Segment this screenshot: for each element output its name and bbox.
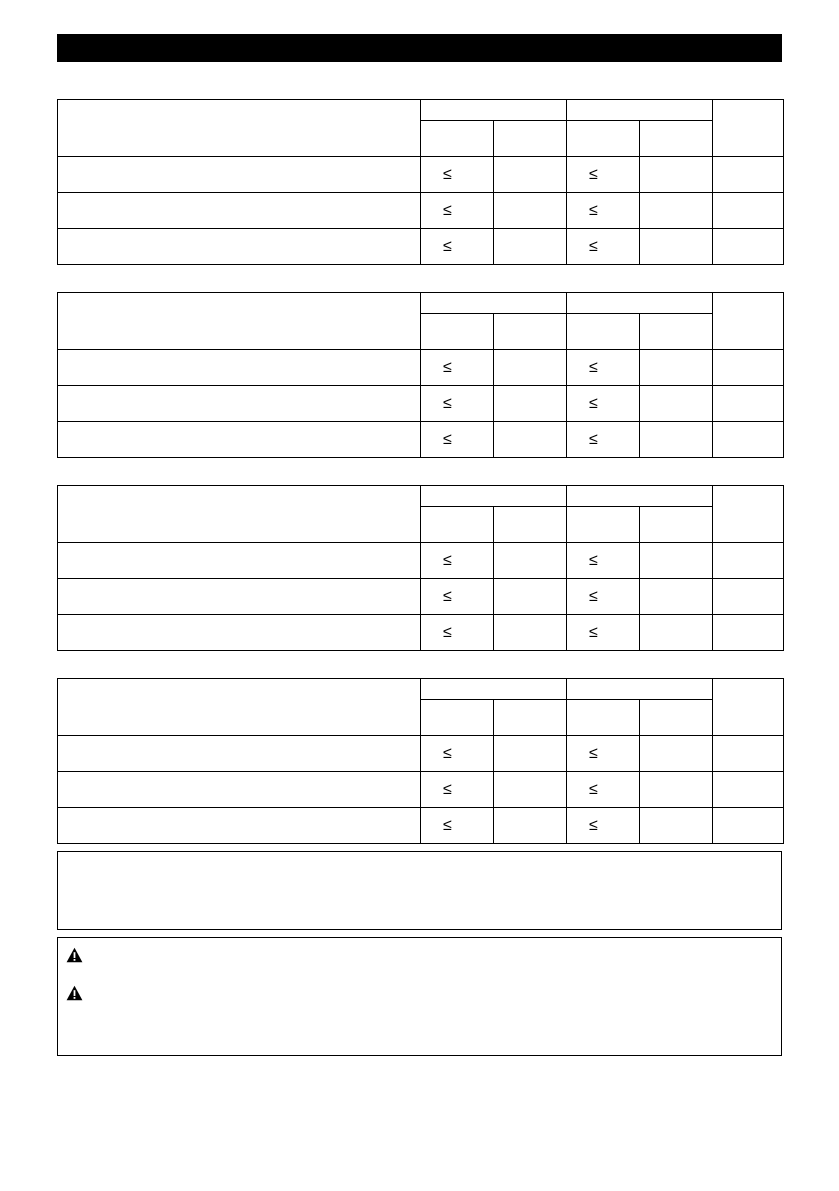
value-cell xyxy=(713,422,784,458)
value-cell xyxy=(494,808,567,844)
table-row xyxy=(58,157,784,193)
less-equal-symbol: ≤ xyxy=(567,157,640,193)
header-cell xyxy=(713,100,784,157)
label-cell xyxy=(58,193,421,229)
header-cell xyxy=(58,679,421,736)
subheader-cell xyxy=(421,700,494,736)
label-cell xyxy=(58,350,421,386)
value-cell xyxy=(713,386,784,422)
table-row xyxy=(58,615,784,651)
header-group-cell xyxy=(421,679,567,700)
note-box xyxy=(57,851,782,930)
subheader-cell xyxy=(421,121,494,157)
warning-triangle-icon xyxy=(66,947,83,963)
label-cell xyxy=(58,229,421,265)
header-group-cell xyxy=(567,100,713,121)
value-cell xyxy=(494,736,567,772)
less-equal-symbol: ≤ xyxy=(567,229,640,265)
spec-table-3 xyxy=(57,485,784,651)
subheader-cell xyxy=(494,507,567,543)
subheader-cell xyxy=(421,507,494,543)
less-equal-symbol: ≤ xyxy=(567,736,640,772)
subheader-cell xyxy=(640,121,713,157)
subheader-cell xyxy=(640,700,713,736)
header-group-cell xyxy=(421,100,567,121)
less-equal-symbol: ≤ xyxy=(421,422,494,458)
subheader-cell xyxy=(567,314,640,350)
subheader-cell xyxy=(640,314,713,350)
value-cell xyxy=(494,422,567,458)
spec-table-4 xyxy=(57,678,784,844)
less-equal-symbol: ≤ xyxy=(567,422,640,458)
value-cell xyxy=(640,422,713,458)
subheader-cell xyxy=(494,314,567,350)
label-cell xyxy=(58,157,421,193)
value-cell xyxy=(494,615,567,651)
table-header-row xyxy=(58,100,784,121)
spec-table-1 xyxy=(57,99,784,265)
table-row xyxy=(58,193,784,229)
value-cell xyxy=(494,543,567,579)
value-cell xyxy=(494,157,567,193)
label-cell xyxy=(58,772,421,808)
less-equal-symbol: ≤ xyxy=(421,543,494,579)
section-header-bar xyxy=(57,34,782,62)
less-equal-symbol: ≤ xyxy=(567,543,640,579)
table-header-row xyxy=(58,293,784,314)
value-cell xyxy=(713,736,784,772)
less-equal-symbol: ≤ xyxy=(421,615,494,651)
less-equal-symbol: ≤ xyxy=(421,386,494,422)
less-equal-symbol: ≤ xyxy=(421,193,494,229)
value-cell xyxy=(640,229,713,265)
header-group-cell xyxy=(421,486,567,507)
less-equal-symbol: ≤ xyxy=(421,157,494,193)
value-cell xyxy=(640,157,713,193)
value-cell xyxy=(640,193,713,229)
less-equal-symbol: ≤ xyxy=(567,193,640,229)
label-cell xyxy=(58,808,421,844)
table-row xyxy=(58,422,784,458)
subheader-cell xyxy=(640,507,713,543)
value-cell xyxy=(640,579,713,615)
table-header-row xyxy=(58,679,784,700)
table-row xyxy=(58,808,784,844)
less-equal-symbol: ≤ xyxy=(567,615,640,651)
value-cell xyxy=(640,386,713,422)
value-cell xyxy=(640,615,713,651)
label-cell xyxy=(58,579,421,615)
header-group-cell xyxy=(567,293,713,314)
table-row xyxy=(58,350,784,386)
subheader-cell xyxy=(567,507,640,543)
header-cell xyxy=(58,293,421,350)
less-equal-symbol: ≤ xyxy=(421,772,494,808)
value-cell xyxy=(713,193,784,229)
value-cell xyxy=(713,579,784,615)
less-equal-symbol: ≤ xyxy=(421,579,494,615)
less-equal-symbol: ≤ xyxy=(567,386,640,422)
value-cell xyxy=(713,543,784,579)
value-cell xyxy=(494,386,567,422)
warning-box xyxy=(57,937,782,1056)
value-cell xyxy=(640,808,713,844)
subheader-cell xyxy=(421,314,494,350)
label-cell xyxy=(58,386,421,422)
less-equal-symbol: ≤ xyxy=(567,772,640,808)
header-group-cell xyxy=(567,486,713,507)
value-cell xyxy=(494,350,567,386)
table-row xyxy=(58,229,784,265)
table-row xyxy=(58,772,784,808)
value-cell xyxy=(713,229,784,265)
table-header-row xyxy=(58,486,784,507)
label-cell xyxy=(58,615,421,651)
value-cell xyxy=(494,193,567,229)
less-equal-symbol: ≤ xyxy=(567,808,640,844)
table-row xyxy=(58,386,784,422)
header-group-cell xyxy=(567,679,713,700)
header-cell xyxy=(713,293,784,350)
header-cell xyxy=(58,486,421,543)
value-cell xyxy=(640,772,713,808)
less-equal-symbol: ≤ xyxy=(567,579,640,615)
less-equal-symbol: ≤ xyxy=(567,350,640,386)
value-cell xyxy=(713,772,784,808)
less-equal-symbol: ≤ xyxy=(421,736,494,772)
header-cell xyxy=(713,679,784,736)
value-cell xyxy=(713,615,784,651)
label-cell xyxy=(58,736,421,772)
less-equal-symbol: ≤ xyxy=(421,350,494,386)
value-cell xyxy=(640,543,713,579)
value-cell xyxy=(713,157,784,193)
value-cell xyxy=(640,350,713,386)
less-equal-symbol: ≤ xyxy=(421,808,494,844)
subheader-cell xyxy=(494,700,567,736)
value-cell xyxy=(494,772,567,808)
subheader-cell xyxy=(567,700,640,736)
label-cell xyxy=(58,422,421,458)
header-cell xyxy=(713,486,784,543)
less-equal-symbol: ≤ xyxy=(421,229,494,265)
value-cell xyxy=(713,350,784,386)
warning-triangle-icon xyxy=(66,985,83,1001)
table-row xyxy=(58,543,784,579)
table-row xyxy=(58,736,784,772)
value-cell xyxy=(640,736,713,772)
value-cell xyxy=(494,229,567,265)
spec-table-2 xyxy=(57,292,784,458)
value-cell xyxy=(494,579,567,615)
subheader-cell xyxy=(494,121,567,157)
header-cell xyxy=(58,100,421,157)
label-cell xyxy=(58,543,421,579)
header-group-cell xyxy=(421,293,567,314)
table-row xyxy=(58,579,784,615)
subheader-cell xyxy=(567,121,640,157)
value-cell xyxy=(713,808,784,844)
